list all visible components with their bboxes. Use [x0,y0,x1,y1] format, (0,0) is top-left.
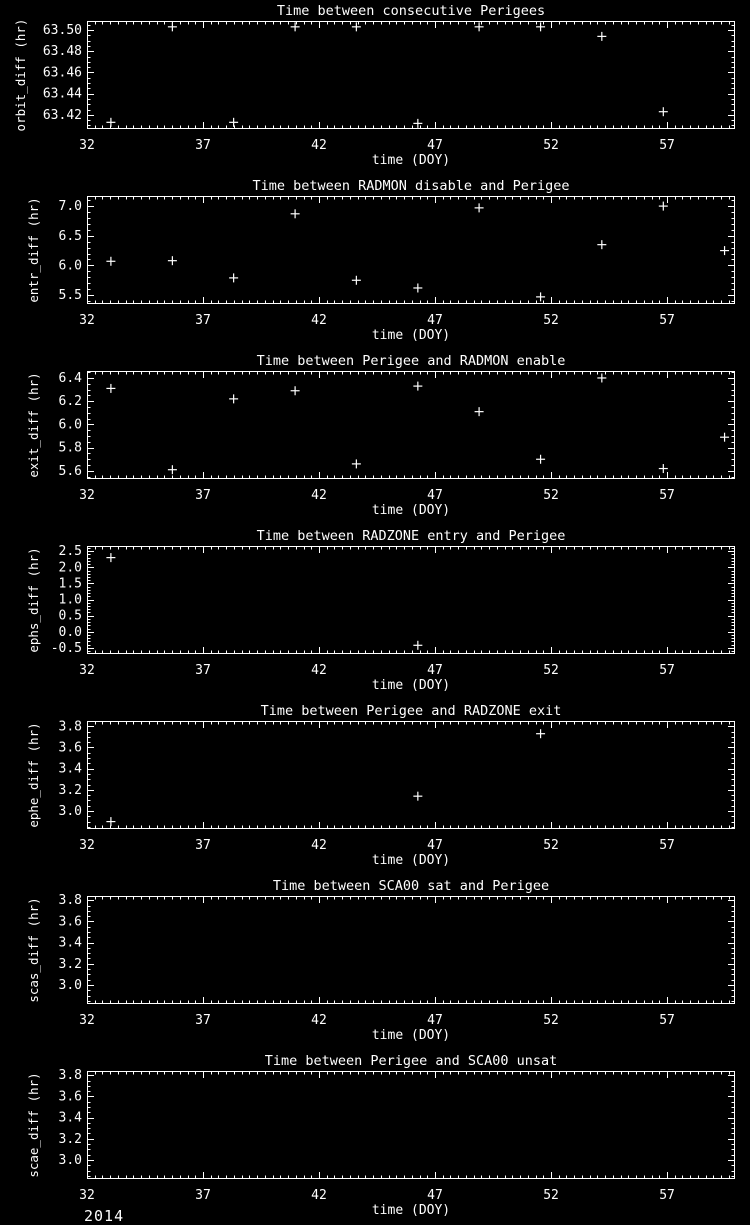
y-tick-label: 6.0 [58,417,82,433]
y-axis-label: entr_diff (hr) [26,197,41,303]
data-point-marker [229,273,238,282]
plot-frame [88,897,735,1004]
x-tick-label: 47 [427,488,443,503]
x-tick-label: 32 [79,488,95,503]
x-axis-label: time (DOY) [371,153,451,168]
y-tick-label: 3.4 [58,1110,82,1126]
y-tick-label: 3.8 [58,719,82,735]
y-tick-label: 5.6 [58,463,82,479]
data-point-marker [475,407,484,416]
data-point-marker [413,283,422,292]
x-tick-label: 57 [659,1188,675,1203]
data-point-marker [659,107,668,116]
data-point-marker [720,246,729,255]
y-tick-label: 6.4 [58,370,82,386]
data-point-marker [106,817,115,826]
x-tick-label: 37 [195,663,211,678]
x-tick-label: 52 [543,488,559,503]
data-point-marker [475,203,484,212]
data-point-marker [168,256,177,265]
data-point-marker [597,373,606,382]
y-tick-label: 0.5 [58,608,82,624]
x-tick-label: 52 [543,138,559,153]
y-tick-label: 5.5 [58,288,82,304]
subplot-6 [0,875,750,1050]
plot-title: Time between consecutive Perigees [276,3,546,19]
y-tick-label: 3.0 [58,1152,82,1168]
subplot-2 [0,175,750,350]
y-tick-label: 3.4 [58,935,82,951]
y-tick-label: 6.5 [58,228,82,244]
subplot-4 [0,525,750,700]
plot-frame [88,22,735,129]
x-tick-label: 37 [195,838,211,853]
x-tick-label: 32 [79,138,95,153]
data-point-marker [352,276,361,285]
data-point-marker [229,394,238,403]
data-point-marker [168,465,177,474]
data-point-marker [475,22,484,31]
plot-title: Time between Perigee and RADZONE exit [260,703,562,719]
x-tick-label: 42 [311,838,327,853]
data-point-marker [229,118,238,127]
x-tick-label: 42 [311,138,327,153]
y-tick-label: 3.4 [58,761,82,777]
x-tick-label: 42 [311,1013,327,1028]
plot-title: Time between Perigee and SCA00 unsat [264,1053,558,1069]
y-tick-label: 1.5 [58,576,82,592]
data-point-marker [106,257,115,266]
data-point-marker [597,240,606,249]
y-tick-label: 6.2 [58,394,82,410]
x-tick-label: 37 [195,488,211,503]
data-point-marker [168,22,177,31]
y-tick-label: 63.48 [42,44,82,60]
x-tick-label: 57 [659,138,675,153]
data-point-marker [720,433,729,442]
x-axis-label: time (DOY) [371,853,451,868]
x-tick-label: 37 [195,1188,211,1203]
y-axis-label: ephs_diff (hr) [26,547,41,653]
y-tick-label: 5.8 [58,440,82,456]
data-point-marker [597,32,606,41]
x-tick-label: 52 [543,663,559,678]
y-axis-label: scae_diff (hr) [26,1072,41,1178]
x-tick-label: 47 [427,138,443,153]
y-tick-label: 3.8 [58,893,82,909]
y-tick-label: 3.6 [58,1089,82,1105]
plot-title: Time between Perigee and RADMON enable [256,353,566,369]
y-tick-label: 3.2 [58,782,82,798]
data-point-marker [291,386,300,395]
subplot-5 [0,700,750,875]
plot-title: Time between RADMON disable and Perigee [252,178,570,194]
x-tick-label: 52 [543,313,559,328]
x-tick-label: 52 [543,1013,559,1028]
subplot-1 [0,0,750,175]
y-tick-label: 63.42 [42,107,82,123]
data-point-marker [106,384,115,393]
x-tick-label: 52 [543,838,559,853]
y-tick-label: 3.6 [58,914,82,930]
x-tick-label: 32 [79,313,95,328]
y-tick-label: 3.0 [58,977,82,993]
x-tick-label: 32 [79,1013,95,1028]
y-tick-label: 63.50 [42,23,82,39]
x-axis-label: time (DOY) [371,678,451,693]
y-tick-label: 2.0 [58,560,82,576]
x-tick-label: 47 [427,1013,443,1028]
x-tick-label: 57 [659,663,675,678]
x-tick-label: 47 [427,663,443,678]
x-axis-label: time (DOY) [371,503,451,518]
y-tick-label: 63.46 [42,65,82,81]
x-tick-label: 42 [311,663,327,678]
y-tick-label: 1.0 [58,592,82,608]
year-label: 2014 [84,1207,125,1225]
x-tick-label: 57 [659,1013,675,1028]
y-tick-label: 6.0 [58,258,82,274]
x-tick-label: 37 [195,1013,211,1028]
x-axis-label: time (DOY) [371,1028,451,1043]
x-tick-label: 57 [659,838,675,853]
y-tick-label: 63.44 [42,86,82,102]
y-tick-label: 3.2 [58,1131,82,1147]
data-point-marker [659,202,668,211]
data-point-marker [413,382,422,391]
y-axis-label: ephe_diff (hr) [26,722,41,828]
data-point-marker [536,292,545,301]
y-tick-label: 0.0 [58,624,82,640]
plot-frame [88,197,735,304]
data-point-marker [106,118,115,127]
data-point-marker [291,22,300,31]
x-tick-label: 47 [427,313,443,328]
y-axis-label: exit_diff (hr) [26,372,41,478]
data-point-marker [106,553,115,562]
x-tick-label: 42 [311,1188,327,1203]
x-tick-label: 32 [79,663,95,678]
data-point-marker [413,641,422,650]
y-tick-label: 3.2 [58,956,82,972]
data-point-marker [536,455,545,464]
y-tick-label: 2.5 [58,544,82,560]
plot-title: Time between RADZONE entry and Perigee [256,528,566,544]
plot-title: Time between SCA00 sat and Perigee [272,878,550,894]
x-tick-label: 32 [79,1188,95,1203]
x-tick-label: 57 [659,488,675,503]
x-tick-label: 42 [311,313,327,328]
plot-frame [88,722,735,829]
data-point-marker [352,459,361,468]
data-point-marker [413,792,422,801]
data-point-marker [536,729,545,738]
x-tick-label: 37 [195,313,211,328]
x-tick-label: 47 [427,838,443,853]
y-axis-label: orbit_diff (hr) [13,18,28,132]
plot-frame [88,547,735,654]
y-tick-label: 7.0 [58,199,82,215]
subplot-3 [0,350,750,525]
data-point-marker [659,464,668,473]
y-axis-label: scas_diff (hr) [26,897,41,1003]
plot-frame [88,1072,735,1179]
y-tick-label: -0.5 [50,640,82,656]
x-tick-label: 37 [195,138,211,153]
x-tick-label: 57 [659,313,675,328]
x-tick-label: 32 [79,838,95,853]
subplot-7 [0,1050,750,1225]
y-tick-label: 3.8 [58,1068,82,1084]
plot-frame [88,372,735,479]
y-tick-label: 3.0 [58,804,82,819]
x-axis-label: time (DOY) [371,328,451,343]
y-tick-label: 3.6 [58,740,82,756]
x-tick-label: 42 [311,488,327,503]
data-point-marker [291,209,300,218]
x-tick-label: 47 [427,1188,443,1203]
data-point-marker [352,22,361,31]
x-axis-label: time (DOY) [371,1203,451,1218]
x-tick-label: 52 [543,1188,559,1203]
